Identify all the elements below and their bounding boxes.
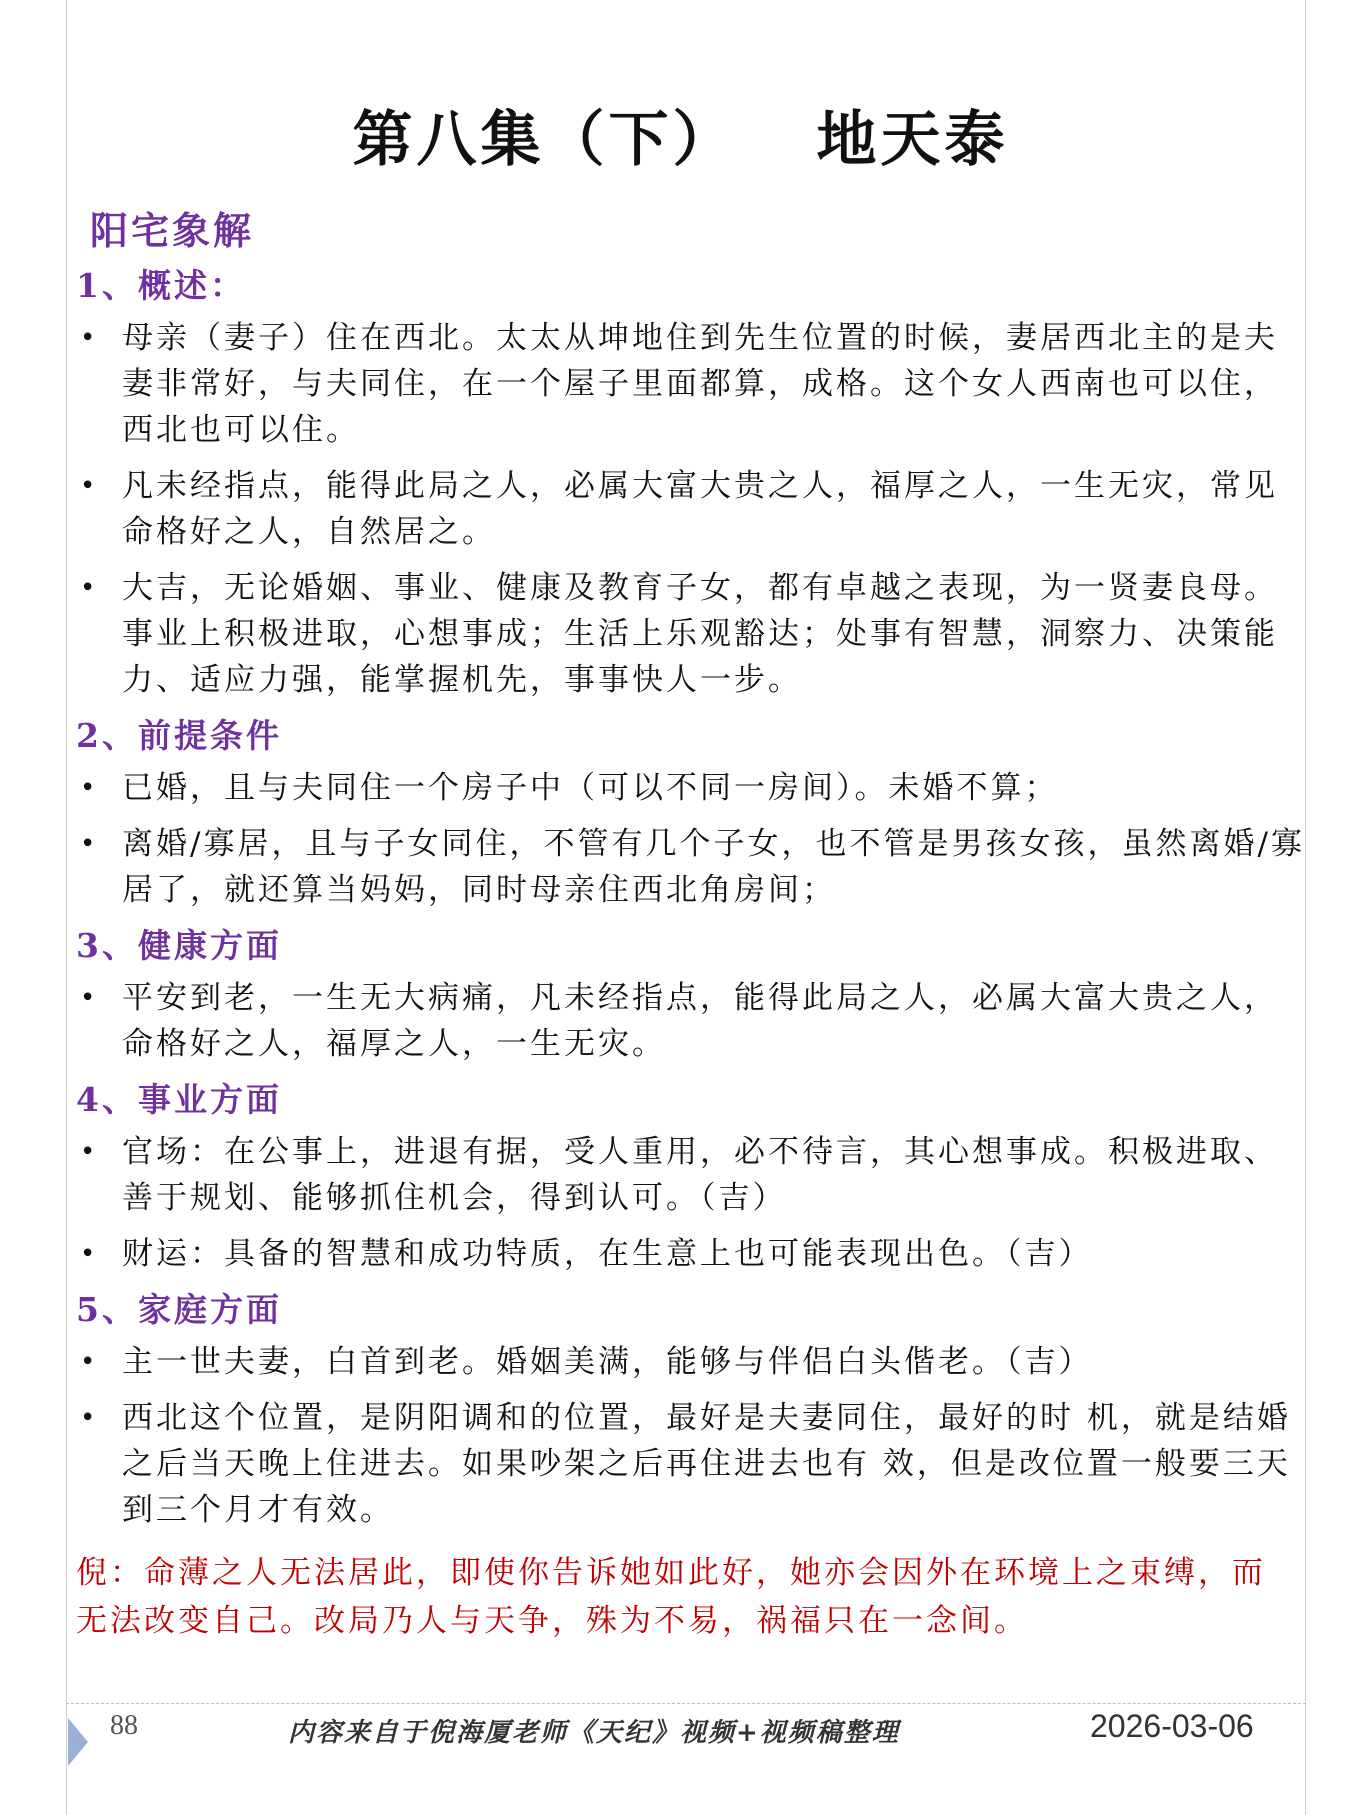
- footer-date: 2026-03-06: [1090, 1708, 1254, 1744]
- document-body: [76, 200, 1306, 1645]
- list-item-text: 凡未经指点，能得此局之人，必属大富大贵之人，福厚之人，一生无灾，常见命格好之人，自然居之。: [122, 468, 1278, 550]
- bullet-list: [76, 975, 1306, 1067]
- red-note: 倪：命薄之人无法居此，即使你告诉她如此好，她亦会因外在环境上之束缚，而无法改变自己。改局乃人与天争，殊为不易，祸福只在一念间。: [76, 1555, 1266, 1639]
- bullet-list: [76, 1129, 1306, 1277]
- list-item: [76, 975, 1306, 1067]
- section-heading: 4、事业方面: [76, 1080, 282, 1119]
- bullet-dot-icon: •: [80, 1347, 99, 1377]
- list-item: [76, 1339, 1306, 1385]
- section-heading: 2、前提条件: [76, 716, 282, 755]
- bullet-dot-icon: •: [80, 471, 99, 501]
- list-item-text: 财运：具备的智慧和成功特质，在生意上也可能表现出色。（吉）: [122, 1236, 1093, 1272]
- bullet-dot-icon: •: [80, 323, 99, 353]
- bullet-dot-icon: •: [80, 773, 99, 803]
- page-title: [0, 92, 1361, 178]
- footer-divider: [66, 1703, 1306, 1704]
- list-item: [76, 315, 1306, 453]
- bullet-list: [76, 765, 1306, 913]
- bullet-dot-icon: •: [80, 1403, 99, 1433]
- title-part2: 地天泰: [816, 105, 1009, 175]
- document-subtitle: 阳宅象解: [90, 208, 255, 253]
- section-heading: 3、健康方面: [76, 926, 282, 965]
- bullet-dot-icon: •: [80, 1137, 99, 1167]
- list-item: [76, 1231, 1306, 1277]
- bullet-dot-icon: •: [80, 983, 99, 1013]
- title-part1: 第八集（下）: [352, 105, 737, 175]
- list-item: [76, 463, 1306, 555]
- page-number: 88: [110, 1710, 138, 1741]
- sections-container: [76, 263, 1306, 1533]
- list-item-text: 母亲（妻子）住在西北。太太从坤地住到先生位置的时候，妻居西北主的是夫妻非常好，与夫同住，在一个屋子里面都算，成格。这个女人西南也可以住，西北也可以住。: [122, 320, 1278, 448]
- list-item-text: 已婚，且与夫同住一个房子中（可以不同一房间）。未婚不算；: [122, 770, 1059, 806]
- bullet-dot-icon: •: [80, 573, 99, 603]
- list-item: [76, 565, 1306, 703]
- list-item-text: 离婚/寡居，且与子女同住，不管有几个子女，也不管是男孩女孩，虽然离婚/寡居了，就还算当妈妈，同时母亲住西北角房间；: [122, 826, 1305, 908]
- bullet-list: [76, 315, 1306, 703]
- slide-arrow-icon: [68, 1718, 88, 1766]
- list-item-text: 大吉，无论婚姻、事业、健康及教育子女，都有卓越之表现，为一贤妻良母。事业上积极进取，心想事成；生活上乐观豁达；处事有智慧，洞察力、决策能力、适应力强，能掌握机先，事事快人一步。: [122, 570, 1278, 698]
- bullet-dot-icon: •: [80, 1239, 99, 1269]
- section-heading: 1、概述：: [76, 266, 246, 305]
- list-item: [76, 821, 1306, 913]
- list-item-text: 官场：在公事上，进退有据，受人重用，必不待言，其心想事成。积极进取、善于规划、能够抓住机会，得到认可。（吉）: [122, 1134, 1278, 1216]
- bullet-dot-icon: •: [80, 829, 99, 859]
- list-item-text: 西北这个位置，是阴阳调和的位置，最好是夫妻同住，最好的时 机，就是结婚之后当天晚上住进去。如果吵架之后再住进去也有 效，但是改位置一般要三天到三个月才有效。: [122, 1400, 1291, 1528]
- list-item-text: 平安到老，一生无大病痛，凡未经指点，能得此局之人，必属大富大贵之人，命格好之人，福厚之人，一生无灾。: [122, 980, 1278, 1062]
- list-item: [76, 765, 1306, 811]
- list-item-text: 主一世夫妻，白首到老。婚姻美满，能够与伴侣白头偕老。（吉）: [122, 1344, 1093, 1380]
- bullet-list: [76, 1339, 1306, 1533]
- list-item: [76, 1395, 1306, 1533]
- footer-source: 内容来自于倪海厦老师《天纪》视频+视频稿整理: [288, 1718, 900, 1748]
- section-heading: 5、家庭方面: [76, 1290, 282, 1329]
- list-item: [76, 1129, 1306, 1221]
